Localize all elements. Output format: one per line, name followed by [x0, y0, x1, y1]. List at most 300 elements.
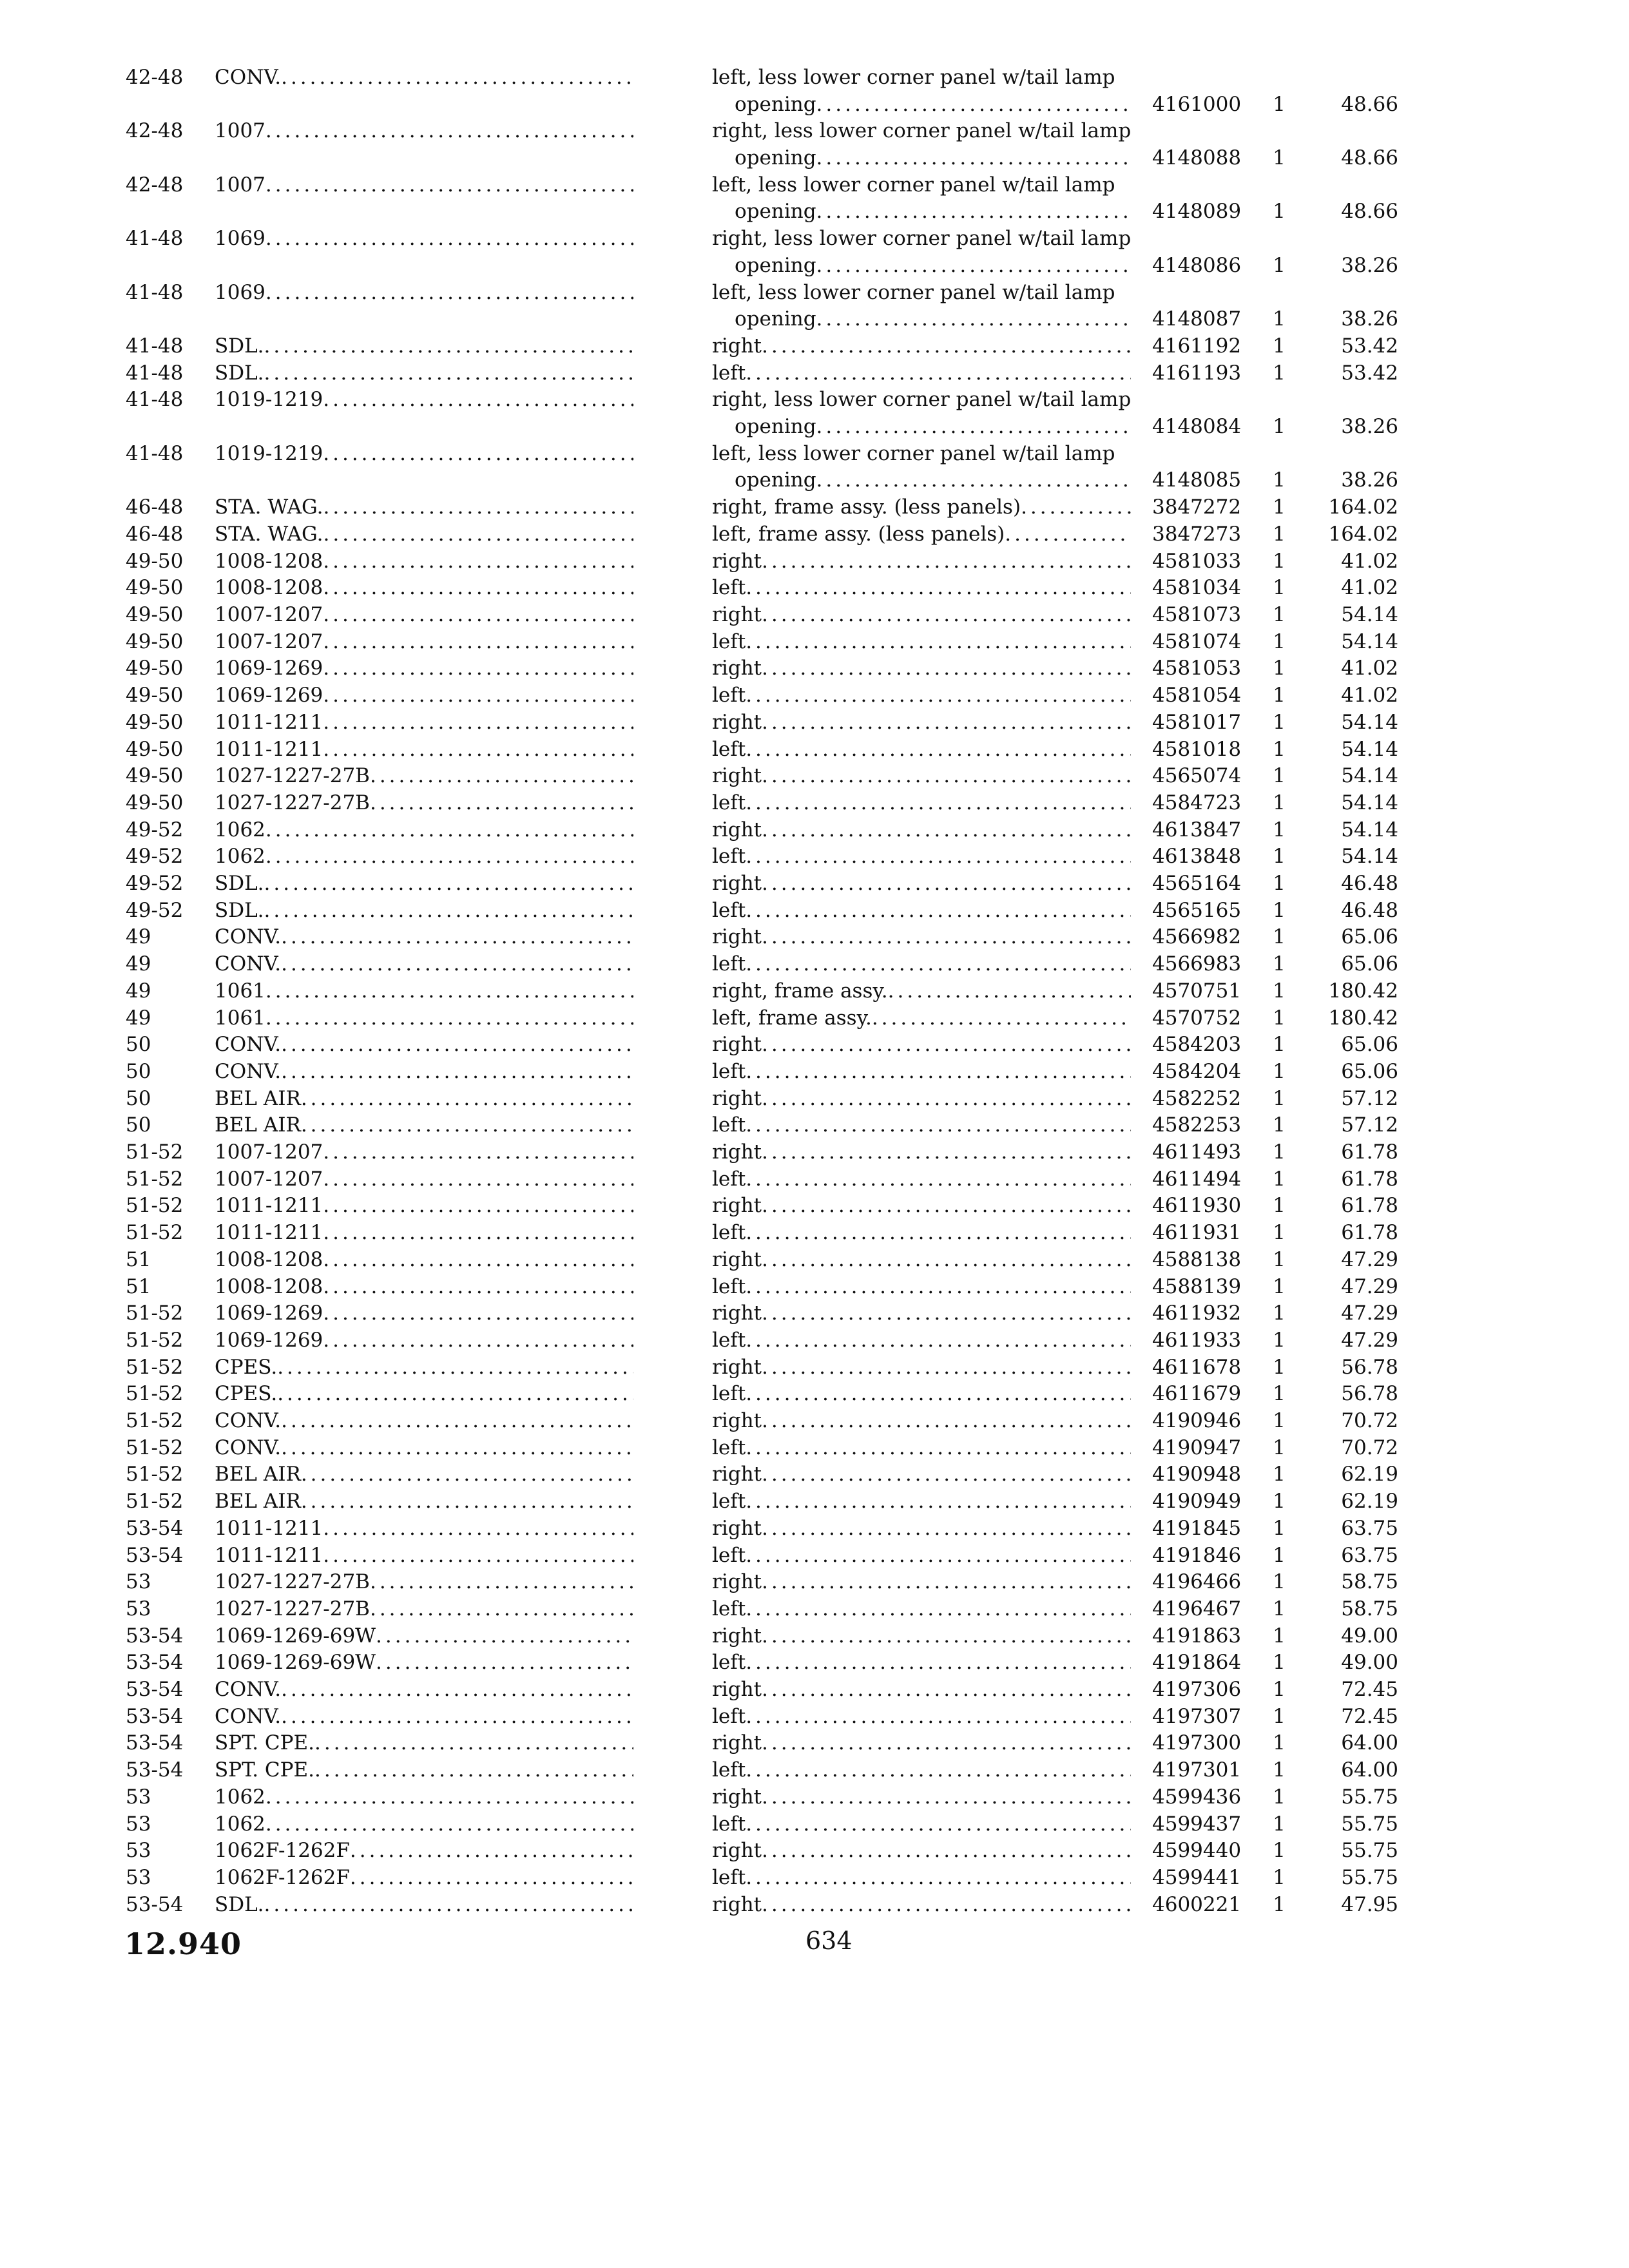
- quantity: 1: [1273, 1247, 1286, 1271]
- year-range: 49-52: [126, 818, 184, 841]
- quantity: 1: [1273, 1731, 1286, 1755]
- quantity: 1: [1273, 576, 1286, 600]
- part-number: 4582253: [1152, 1113, 1242, 1137]
- price: 180.42: [1328, 979, 1398, 1003]
- part-number: 4611930: [1152, 1194, 1242, 1218]
- part-description: left .....: [712, 843, 1131, 869]
- quantity: 1: [1273, 872, 1286, 895]
- price: 65.06: [1341, 1059, 1398, 1083]
- part-description: right .....: [712, 870, 1131, 896]
- part-number: 4581018: [1152, 737, 1242, 761]
- part-number: 4196467: [1152, 1597, 1242, 1620]
- model-code: 1027-1227-27B .....: [215, 1569, 633, 1595]
- price: 70.72: [1341, 1409, 1398, 1432]
- price: 57.12: [1341, 1113, 1398, 1137]
- price: 53.42: [1341, 334, 1398, 358]
- part-description-continued: opening .....: [735, 306, 1131, 332]
- part-description: right, frame assy. .....: [712, 978, 1131, 1004]
- part-number: 4148087: [1152, 307, 1242, 331]
- part-description: left .....: [712, 1112, 1131, 1138]
- price: 54.14: [1341, 764, 1398, 788]
- model-code: 1011-1211 .....: [215, 1193, 633, 1218]
- price: 55.75: [1341, 1785, 1398, 1809]
- part-description: left .....: [712, 1811, 1131, 1837]
- price: 72.45: [1341, 1678, 1398, 1701]
- quantity: 1: [1273, 1167, 1286, 1191]
- part-number: 4148086: [1152, 253, 1242, 277]
- year-range: 53: [126, 1812, 151, 1836]
- part-number: 4588139: [1152, 1274, 1242, 1298]
- part-number: 4148084: [1152, 415, 1242, 439]
- price: 41.02: [1341, 684, 1398, 707]
- price: 47.29: [1341, 1328, 1398, 1352]
- quantity: 1: [1273, 1463, 1286, 1486]
- year-range: 49: [126, 952, 151, 976]
- part-description: right .....: [712, 1193, 1131, 1218]
- year-range: 49-52: [126, 872, 184, 895]
- year-range: 53-54: [126, 1892, 184, 1916]
- price: 65.06: [1341, 1033, 1398, 1057]
- quantity: 1: [1273, 845, 1286, 869]
- quantity: 1: [1273, 1651, 1286, 1675]
- page-number: 634: [805, 1927, 853, 1955]
- year-range: 49-50: [126, 764, 184, 788]
- part-number: 4190947: [1152, 1436, 1242, 1459]
- year-range: 49-50: [126, 737, 184, 761]
- model-code: 1061 .....: [215, 978, 633, 1004]
- quantity: 1: [1273, 1436, 1286, 1459]
- part-description: right .....: [712, 1730, 1131, 1756]
- part-number: 4191846: [1152, 1543, 1242, 1567]
- quantity: 1: [1273, 1059, 1286, 1083]
- year-range: 46-48: [126, 495, 184, 519]
- year-range: 53: [126, 1865, 151, 1889]
- part-description: right .....: [712, 1569, 1131, 1595]
- price: 164.02: [1328, 522, 1398, 546]
- price: 62.19: [1341, 1490, 1398, 1514]
- price: 64.00: [1341, 1758, 1398, 1782]
- year-range: 41-48: [126, 388, 184, 412]
- part-description: right .....: [712, 763, 1131, 789]
- part-number: 4584203: [1152, 1033, 1242, 1057]
- price: 55.75: [1341, 1839, 1398, 1863]
- quantity: 1: [1273, 737, 1286, 761]
- price: 48.66: [1341, 92, 1398, 116]
- model-code: 1062 .....: [215, 817, 633, 843]
- price: 64.00: [1341, 1731, 1398, 1755]
- part-number: 4565074: [1152, 764, 1242, 788]
- part-description: left, less lower corner panel w/tail lamp: [712, 173, 1115, 197]
- part-description: left .....: [712, 1757, 1131, 1783]
- part-number: 4584723: [1152, 791, 1242, 814]
- part-description: left .....: [712, 1596, 1131, 1622]
- price: 49.00: [1341, 1651, 1398, 1675]
- model-code: CPES. .....: [215, 1381, 633, 1407]
- year-range: 49-50: [126, 629, 184, 653]
- part-number: 4191845: [1152, 1516, 1242, 1540]
- year-range: 51-52: [126, 1463, 184, 1486]
- model-code: CONV. .....: [215, 1059, 633, 1084]
- quantity: 1: [1273, 1785, 1286, 1809]
- part-description: left .....: [712, 1327, 1131, 1353]
- part-number: 4190946: [1152, 1409, 1242, 1432]
- price: 48.66: [1341, 200, 1398, 224]
- price: 54.14: [1341, 845, 1398, 869]
- part-description: right .....: [712, 1515, 1131, 1541]
- price: 41.02: [1341, 657, 1398, 680]
- part-number: 4161192: [1152, 334, 1242, 358]
- price: 180.42: [1328, 1006, 1398, 1030]
- model-code: 1011-1211 .....: [215, 1515, 633, 1541]
- part-description: right, less lower corner panel w/tail lamp: [712, 119, 1131, 143]
- quantity: 1: [1273, 522, 1286, 546]
- part-description: right .....: [712, 602, 1131, 628]
- model-code: CONV. .....: [215, 1032, 633, 1057]
- part-description-continued: opening .....: [735, 253, 1131, 278]
- year-range: 49: [126, 925, 151, 949]
- part-description-continued: opening .....: [735, 198, 1131, 224]
- year-range: 42-48: [126, 119, 184, 143]
- part-description: right .....: [712, 1892, 1131, 1917]
- model-code: 1007-1207 .....: [215, 602, 633, 628]
- year-range: 49-52: [126, 898, 184, 922]
- quantity: 1: [1273, 1543, 1286, 1567]
- part-description: left .....: [712, 736, 1131, 762]
- quantity: 1: [1273, 1516, 1286, 1540]
- model-code: 1007-1207 .....: [215, 629, 633, 655]
- price: 63.75: [1341, 1543, 1398, 1567]
- part-description: left .....: [712, 1865, 1131, 1890]
- part-description: right .....: [712, 1300, 1131, 1326]
- part-number: 4613847: [1152, 818, 1242, 841]
- model-code: 1008-1208 .....: [215, 1247, 633, 1273]
- part-number: 4611678: [1152, 1355, 1242, 1379]
- year-range: 53: [126, 1597, 151, 1620]
- year-range: 51-52: [126, 1409, 184, 1432]
- year-range: 49-50: [126, 576, 184, 600]
- quantity: 1: [1273, 1194, 1286, 1218]
- part-description: right .....: [712, 1677, 1131, 1702]
- year-range: 50: [126, 1086, 151, 1110]
- model-code: 1007 .....: [215, 118, 633, 144]
- price: 57.12: [1341, 1086, 1398, 1110]
- model-code: 1062F-1262F .....: [215, 1838, 633, 1863]
- part-number: 3847272: [1152, 495, 1242, 519]
- model-code: 1069-1269-69W .....: [215, 1649, 633, 1675]
- part-number: 4611494: [1152, 1167, 1242, 1191]
- year-range: 51-52: [126, 1328, 184, 1352]
- model-code: 1008-1208 .....: [215, 575, 633, 601]
- part-number: 4191864: [1152, 1651, 1242, 1675]
- quantity: 1: [1273, 898, 1286, 922]
- quantity: 1: [1273, 1812, 1286, 1836]
- quantity: 1: [1273, 1704, 1286, 1728]
- quantity: 1: [1273, 1328, 1286, 1352]
- part-description: right .....: [712, 1032, 1131, 1057]
- quantity: 1: [1273, 1839, 1286, 1863]
- part-number: 4611679: [1152, 1382, 1242, 1406]
- part-number: 4197307: [1152, 1704, 1242, 1728]
- part-number: 4611932: [1152, 1302, 1242, 1325]
- part-number: 4611933: [1152, 1328, 1242, 1352]
- year-range: 51-52: [126, 1436, 184, 1459]
- part-description: right .....: [712, 1139, 1131, 1165]
- part-number: 4582252: [1152, 1086, 1242, 1110]
- part-description: left .....: [712, 1649, 1131, 1675]
- model-code: 1069-1269 .....: [215, 655, 633, 681]
- part-description: right .....: [712, 1838, 1131, 1863]
- part-description: right .....: [712, 1623, 1131, 1649]
- model-code: 1061 .....: [215, 1005, 633, 1031]
- quantity: 1: [1273, 657, 1286, 680]
- quantity: 1: [1273, 979, 1286, 1003]
- model-code: BEL AIR .....: [215, 1461, 633, 1487]
- quantity: 1: [1273, 764, 1286, 788]
- part-number: 4584204: [1152, 1059, 1242, 1083]
- price: 49.00: [1341, 1624, 1398, 1648]
- price: 58.75: [1341, 1597, 1398, 1620]
- model-code: 1007-1207 .....: [215, 1166, 633, 1192]
- price: 38.26: [1341, 307, 1398, 331]
- part-description: left .....: [712, 1542, 1131, 1568]
- price: 56.78: [1341, 1382, 1398, 1406]
- quantity: 1: [1273, 1624, 1286, 1648]
- model-code: 1007 .....: [215, 172, 633, 198]
- year-range: 51-52: [126, 1221, 184, 1245]
- price: 61.78: [1341, 1194, 1398, 1218]
- part-number: 4588138: [1152, 1247, 1242, 1271]
- year-range: 53-54: [126, 1624, 184, 1648]
- quantity: 1: [1273, 629, 1286, 653]
- model-code: 1069 .....: [215, 226, 633, 251]
- price: 54.14: [1341, 629, 1398, 653]
- model-code: SDL. .....: [215, 333, 633, 359]
- part-number: 4197301: [1152, 1758, 1242, 1782]
- model-code: CONV. .....: [215, 1677, 633, 1702]
- price: 41.02: [1341, 576, 1398, 600]
- quantity: 1: [1273, 952, 1286, 976]
- price: 61.78: [1341, 1140, 1398, 1164]
- part-description: left, less lower corner panel w/tail lamp: [712, 441, 1115, 465]
- part-description: right, less lower corner panel w/tail lamp: [712, 227, 1131, 251]
- year-range: 51-52: [126, 1194, 184, 1218]
- price: 47.29: [1341, 1274, 1398, 1298]
- year-range: 53-54: [126, 1758, 184, 1782]
- model-code: CONV. .....: [215, 1408, 633, 1434]
- price: 54.14: [1341, 603, 1398, 626]
- part-number: 4161000: [1152, 92, 1242, 116]
- year-range: 49-50: [126, 549, 184, 573]
- part-number: 4190948: [1152, 1463, 1242, 1486]
- price: 54.14: [1341, 737, 1398, 761]
- part-number: 4196466: [1152, 1570, 1242, 1594]
- quantity: 1: [1273, 1892, 1286, 1916]
- part-number: 4161193: [1152, 361, 1242, 385]
- part-number: 4570751: [1152, 979, 1242, 1003]
- price: 72.45: [1341, 1704, 1398, 1728]
- quantity: 1: [1273, 1113, 1286, 1137]
- part-number: 4599436: [1152, 1785, 1242, 1809]
- quantity: 1: [1273, 1678, 1286, 1701]
- part-number: 4600221: [1152, 1892, 1242, 1916]
- model-code: CONV. .....: [215, 1435, 633, 1461]
- quantity: 1: [1273, 1490, 1286, 1514]
- quantity: 1: [1273, 1570, 1286, 1594]
- price: 47.29: [1341, 1247, 1398, 1271]
- model-code: SDL. .....: [215, 360, 633, 386]
- price: 48.66: [1341, 146, 1398, 170]
- model-code: 1011-1211 .....: [215, 1542, 633, 1568]
- part-description: right .....: [712, 1408, 1131, 1434]
- model-code: SDL. .....: [215, 1892, 633, 1917]
- quantity: 1: [1273, 1409, 1286, 1432]
- year-range: 51-52: [126, 1302, 184, 1325]
- quantity: 1: [1273, 1006, 1286, 1030]
- model-code: 1069-1269-69W .....: [215, 1623, 633, 1649]
- year-range: 51-52: [126, 1490, 184, 1514]
- year-range: 53: [126, 1570, 151, 1594]
- price: 61.78: [1341, 1167, 1398, 1191]
- part-number: 4191863: [1152, 1624, 1242, 1648]
- model-code: 1027-1227-27B .....: [215, 790, 633, 816]
- model-code: 1062 .....: [215, 843, 633, 869]
- model-code: 1008-1208 .....: [215, 548, 633, 574]
- price: 41.02: [1341, 549, 1398, 573]
- price: 62.19: [1341, 1463, 1398, 1486]
- quantity: 1: [1273, 1033, 1286, 1057]
- part-number: 4581017: [1152, 710, 1242, 734]
- part-description: left .....: [712, 360, 1131, 386]
- model-code: BEL AIR .....: [215, 1488, 633, 1514]
- price: 38.26: [1341, 415, 1398, 439]
- model-code: SPT. CPE. .....: [215, 1730, 633, 1756]
- price: 164.02: [1328, 495, 1398, 519]
- model-code: 1019-1219 .....: [215, 441, 633, 466]
- quantity: 1: [1273, 1758, 1286, 1782]
- part-description: left .....: [712, 682, 1131, 708]
- part-number: 4611931: [1152, 1221, 1242, 1245]
- year-range: 53-54: [126, 1651, 184, 1675]
- part-description: left .....: [712, 1381, 1131, 1407]
- part-description: right, frame assy. (less panels) .....: [712, 494, 1131, 520]
- part-number: 4599437: [1152, 1812, 1242, 1836]
- price: 56.78: [1341, 1355, 1398, 1379]
- price: 47.29: [1341, 1302, 1398, 1325]
- model-code: 1011-1211 .....: [215, 1220, 633, 1245]
- price: 46.48: [1341, 872, 1398, 895]
- part-description: right .....: [712, 655, 1131, 681]
- part-description: right .....: [712, 333, 1131, 359]
- price: 46.48: [1341, 898, 1398, 922]
- year-range: 49-50: [126, 657, 184, 680]
- part-description: left .....: [712, 1059, 1131, 1084]
- part-number: 4148085: [1152, 468, 1242, 492]
- price: 63.75: [1341, 1516, 1398, 1540]
- year-range: 41-48: [126, 361, 184, 385]
- quantity: 1: [1273, 710, 1286, 734]
- part-description-continued: opening .....: [735, 145, 1131, 171]
- year-range: 49-52: [126, 845, 184, 869]
- quantity: 1: [1273, 791, 1286, 814]
- quantity: 1: [1273, 92, 1286, 116]
- year-range: 51-52: [126, 1382, 184, 1406]
- part-description: left .....: [712, 790, 1131, 816]
- price: 54.14: [1341, 791, 1398, 814]
- part-description-continued: opening .....: [735, 414, 1131, 439]
- part-description: left .....: [712, 898, 1131, 923]
- part-description: left .....: [712, 1166, 1131, 1192]
- part-number: 4599440: [1152, 1839, 1242, 1863]
- year-range: 41-48: [126, 227, 184, 251]
- price: 54.14: [1341, 818, 1398, 841]
- part-description: right .....: [712, 1247, 1131, 1273]
- year-range: 53: [126, 1785, 151, 1809]
- part-number: 4148089: [1152, 200, 1242, 224]
- model-code: 1069-1269 .....: [215, 682, 633, 708]
- model-code: 1069-1269 .....: [215, 1327, 633, 1353]
- quantity: 1: [1273, 253, 1286, 277]
- model-code: BEL AIR .....: [215, 1086, 633, 1111]
- model-code: 1007-1207 .....: [215, 1139, 633, 1165]
- part-description: right .....: [712, 548, 1131, 574]
- part-number: 4581053: [1152, 657, 1242, 680]
- part-description: left, less lower corner panel w/tail lamp: [712, 280, 1115, 304]
- model-code: 1019-1219 .....: [215, 387, 633, 412]
- quantity: 1: [1273, 468, 1286, 492]
- model-code: 1011-1211 .....: [215, 709, 633, 735]
- part-number: 4581033: [1152, 549, 1242, 573]
- year-range: 50: [126, 1059, 151, 1083]
- model-code: STA. WAG. .....: [215, 494, 633, 520]
- quantity: 1: [1273, 1140, 1286, 1164]
- year-range: 50: [126, 1033, 151, 1057]
- quantity: 1: [1273, 146, 1286, 170]
- part-number: 4570752: [1152, 1006, 1242, 1030]
- year-range: 41-48: [126, 441, 184, 465]
- model-code: 1011-1211 .....: [215, 736, 633, 762]
- year-range: 51-52: [126, 1167, 184, 1191]
- model-code: CONV. .....: [215, 64, 633, 90]
- quantity: 1: [1273, 307, 1286, 331]
- part-number: 4613848: [1152, 845, 1242, 869]
- quantity: 1: [1273, 1086, 1286, 1110]
- year-range: 46-48: [126, 522, 184, 546]
- part-number: 4566983: [1152, 952, 1242, 976]
- part-description: left .....: [712, 1220, 1131, 1245]
- price: 65.06: [1341, 925, 1398, 949]
- quantity: 1: [1273, 1865, 1286, 1889]
- year-range: 51-52: [126, 1140, 184, 1164]
- quantity: 1: [1273, 684, 1286, 707]
- year-range: 49-50: [126, 791, 184, 814]
- quantity: 1: [1273, 334, 1286, 358]
- quantity: 1: [1273, 1274, 1286, 1298]
- quantity: 1: [1273, 1382, 1286, 1406]
- year-range: 53-54: [126, 1543, 184, 1567]
- part-number: 4148088: [1152, 146, 1242, 170]
- price: 61.78: [1341, 1221, 1398, 1245]
- year-range: 53-54: [126, 1516, 184, 1540]
- model-code: 1069 .....: [215, 280, 633, 305]
- year-range: 49-50: [126, 684, 184, 707]
- part-description: right .....: [712, 1461, 1131, 1487]
- part-number: 4581073: [1152, 603, 1242, 626]
- quantity: 1: [1273, 925, 1286, 949]
- price: 54.14: [1341, 710, 1398, 734]
- quantity: 1: [1273, 1355, 1286, 1379]
- part-number: 4581074: [1152, 629, 1242, 653]
- year-range: 42-48: [126, 173, 184, 197]
